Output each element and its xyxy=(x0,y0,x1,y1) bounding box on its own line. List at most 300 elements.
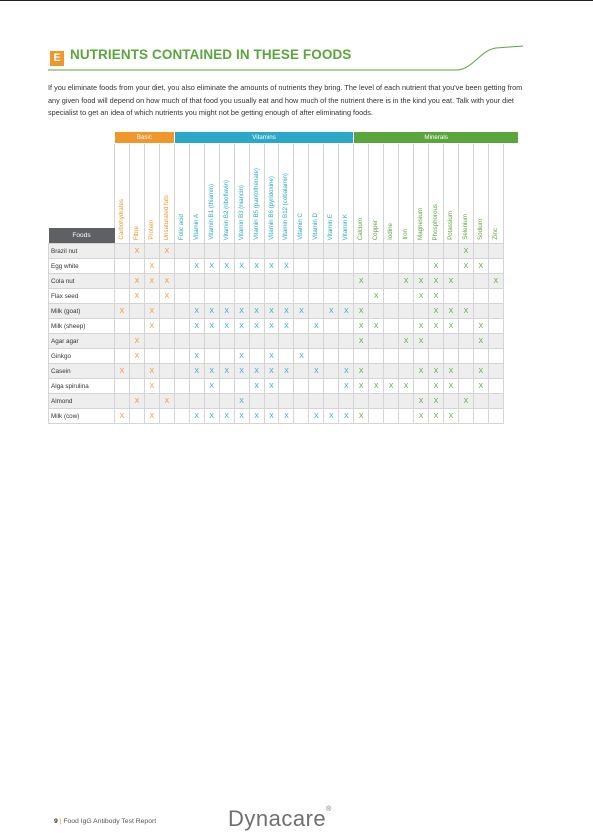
empty-cell xyxy=(384,409,399,424)
nutrient-mark: X xyxy=(264,379,279,394)
empty-cell xyxy=(488,244,503,259)
empty-cell xyxy=(174,304,189,319)
empty-cell xyxy=(488,394,503,409)
nutrient-mark: X xyxy=(129,274,144,289)
empty-cell xyxy=(129,319,144,334)
empty-cell xyxy=(174,259,189,274)
empty-cell xyxy=(384,244,399,259)
empty-cell xyxy=(144,349,159,364)
nutrient-mark: X xyxy=(234,319,249,334)
empty-cell xyxy=(249,334,264,349)
empty-cell xyxy=(264,289,279,304)
nutrient-mark: X xyxy=(399,379,414,394)
nutrient-mark: X xyxy=(279,259,294,274)
nutrient-header-zinc xyxy=(488,144,503,244)
empty-cell xyxy=(473,244,488,259)
nutrient-mark: X xyxy=(204,379,219,394)
nutrient-label: Phosphorous xyxy=(432,203,440,240)
nutrient-header-sodium xyxy=(473,144,488,244)
empty-cell xyxy=(399,319,414,334)
nutrient-mark: X xyxy=(204,409,219,424)
empty-cell xyxy=(458,409,473,424)
nutrient-header-magnesium xyxy=(414,144,429,244)
empty-cell xyxy=(384,274,399,289)
food-row-milk-goat xyxy=(49,304,519,319)
empty-cell xyxy=(324,394,339,409)
food-row-flax-seed xyxy=(49,289,519,304)
empty-cell xyxy=(294,364,309,379)
nutrient-mark: X xyxy=(339,304,354,319)
nutrient-mark: X xyxy=(234,394,249,409)
empty-cell xyxy=(488,334,503,349)
nutrient-header-vitamin-d xyxy=(309,144,324,244)
group-header-row xyxy=(49,132,519,144)
nutrient-mark: X xyxy=(443,409,458,424)
nutrient-mark: X xyxy=(144,319,159,334)
empty-cell xyxy=(339,274,354,289)
nutrient-mark: X xyxy=(369,379,384,394)
empty-cell xyxy=(219,394,234,409)
group-header-minerals: Minerals xyxy=(354,132,519,144)
empty-cell xyxy=(174,289,189,304)
empty-cell xyxy=(384,304,399,319)
empty-cell xyxy=(339,349,354,364)
nutrient-mark: X xyxy=(354,274,369,289)
foods-header-cell xyxy=(49,144,115,244)
empty-cell xyxy=(249,349,264,364)
nutrient-mark: X xyxy=(339,409,354,424)
nutrient-header-carbohydrates xyxy=(115,144,130,244)
nutrient-mark: X xyxy=(249,409,264,424)
nutrient-mark: X xyxy=(144,304,159,319)
nutrient-label: Folic acid xyxy=(177,213,185,240)
nutrient-mark: X xyxy=(129,334,144,349)
empty-cell xyxy=(369,349,384,364)
empty-cell xyxy=(249,394,264,409)
empty-cell xyxy=(174,379,189,394)
nutrient-mark: X xyxy=(429,379,444,394)
nutrient-mark: X xyxy=(219,259,234,274)
nutrient-label: Iron xyxy=(402,229,410,240)
food-name: Almond xyxy=(49,394,115,409)
foods-label: Foods xyxy=(49,228,115,243)
section-title: NUTRIENTS CONTAINED IN THESE FOODS xyxy=(70,47,352,62)
empty-cell xyxy=(399,349,414,364)
nutrient-mark: X xyxy=(264,304,279,319)
nutrient-label: Calcium xyxy=(357,217,365,240)
empty-cell xyxy=(339,334,354,349)
empty-cell xyxy=(115,349,130,364)
nutrient-mark: X xyxy=(204,304,219,319)
nutrient-mark: X xyxy=(144,259,159,274)
food-name: Milk (sheep) xyxy=(49,319,115,334)
empty-cell xyxy=(399,244,414,259)
nutrient-mark: X xyxy=(279,304,294,319)
empty-cell xyxy=(159,304,174,319)
empty-cell xyxy=(264,334,279,349)
nutrient-mark: X xyxy=(354,334,369,349)
nutrient-mark: X xyxy=(414,274,429,289)
nutrient-label: Iodine xyxy=(387,223,395,240)
nutrient-mark: X xyxy=(369,319,384,334)
food-row-ginkgo xyxy=(49,349,519,364)
empty-cell xyxy=(174,409,189,424)
nutrient-mark: X xyxy=(249,364,264,379)
empty-cell xyxy=(174,244,189,259)
section-letter-badge: E xyxy=(50,51,64,66)
empty-cell xyxy=(249,244,264,259)
nutrient-mark: X xyxy=(339,379,354,394)
empty-cell xyxy=(249,289,264,304)
food-row-casein xyxy=(49,364,519,379)
empty-cell xyxy=(354,244,369,259)
nutrient-header-copper xyxy=(369,144,384,244)
empty-cell xyxy=(294,244,309,259)
empty-cell xyxy=(399,364,414,379)
empty-cell xyxy=(429,244,444,259)
empty-cell xyxy=(204,349,219,364)
nutrient-label: Fibre xyxy=(132,225,140,240)
empty-cell xyxy=(309,394,324,409)
empty-cell xyxy=(443,334,458,349)
nutrient-mark: X xyxy=(443,379,458,394)
empty-cell xyxy=(369,244,384,259)
empty-cell xyxy=(294,394,309,409)
nutrient-header-vitamin-b6-pyridoxine xyxy=(264,144,279,244)
empty-cell xyxy=(174,349,189,364)
nutrient-header-calcium xyxy=(354,144,369,244)
empty-cell xyxy=(174,274,189,289)
empty-cell xyxy=(234,289,249,304)
nutrient-mark: X xyxy=(204,319,219,334)
footer-page-info xyxy=(54,818,156,825)
nutrient-header-vitamin-b1-thiamin xyxy=(204,144,219,244)
nutrient-mark: X xyxy=(429,394,444,409)
empty-cell xyxy=(414,259,429,274)
empty-cell xyxy=(234,334,249,349)
nutrient-header-potassium xyxy=(443,144,458,244)
empty-cell xyxy=(458,274,473,289)
empty-cell xyxy=(264,274,279,289)
nutrient-mark: X xyxy=(144,274,159,289)
empty-cell xyxy=(129,304,144,319)
empty-cell xyxy=(279,244,294,259)
empty-cell xyxy=(369,394,384,409)
nutrient-mark: X xyxy=(279,409,294,424)
empty-cell xyxy=(129,364,144,379)
empty-cell xyxy=(129,409,144,424)
empty-cell xyxy=(279,349,294,364)
empty-cell xyxy=(429,349,444,364)
nutrient-mark: X xyxy=(414,364,429,379)
empty-cell xyxy=(159,409,174,424)
nutrient-mark: X xyxy=(115,304,130,319)
nutrient-mark: X xyxy=(129,289,144,304)
nutrient-label: Sodium xyxy=(476,219,484,240)
nutrient-mark: X xyxy=(219,304,234,319)
empty-cell xyxy=(384,259,399,274)
nutrient-mark: X xyxy=(144,379,159,394)
empty-cell xyxy=(384,364,399,379)
nutrient-mark: X xyxy=(324,304,339,319)
empty-cell xyxy=(115,394,130,409)
empty-cell xyxy=(309,379,324,394)
empty-cell xyxy=(159,349,174,364)
empty-cell xyxy=(414,304,429,319)
nutrient-mark: X xyxy=(309,409,324,424)
empty-cell xyxy=(204,394,219,409)
food-rows xyxy=(49,244,519,424)
empty-cell xyxy=(159,259,174,274)
empty-cell xyxy=(309,259,324,274)
empty-cell xyxy=(309,289,324,304)
food-name: Ginkgo xyxy=(49,349,115,364)
empty-cell xyxy=(324,364,339,379)
empty-cell xyxy=(174,319,189,334)
nutrient-mark: X xyxy=(249,259,264,274)
empty-cell xyxy=(144,289,159,304)
nutrient-label: Unsaturated fats xyxy=(162,194,170,240)
nutrient-mark: X xyxy=(234,259,249,274)
nutrient-mark: X xyxy=(189,349,204,364)
nutrient-mark: X xyxy=(204,259,219,274)
food-name: Egg white xyxy=(49,259,115,274)
nutrient-mark: X xyxy=(473,319,488,334)
empty-cell xyxy=(324,334,339,349)
nutrient-mark: X xyxy=(159,274,174,289)
footer-separator: | xyxy=(59,818,62,825)
nutrient-label: Zinc xyxy=(491,228,499,240)
nutrient-mark: X xyxy=(189,364,204,379)
empty-cell xyxy=(309,274,324,289)
empty-cell xyxy=(234,379,249,394)
empty-cell xyxy=(204,289,219,304)
empty-cell xyxy=(294,259,309,274)
empty-cell xyxy=(279,394,294,409)
empty-cell xyxy=(249,274,264,289)
nutrient-mark: X xyxy=(249,319,264,334)
report-name: Food IgG Antibody Test Report xyxy=(63,818,157,825)
nutrient-mark: X xyxy=(473,379,488,394)
empty-cell xyxy=(144,394,159,409)
empty-cell xyxy=(384,334,399,349)
nutrient-mark: X xyxy=(189,409,204,424)
nutrient-mark: X xyxy=(189,259,204,274)
nutrient-mark: X xyxy=(144,409,159,424)
empty-cell xyxy=(204,274,219,289)
nutrient-mark: X xyxy=(429,364,444,379)
empty-cell xyxy=(159,379,174,394)
nutrient-mark: X xyxy=(234,304,249,319)
food-row-cola-nut xyxy=(49,274,519,289)
top-rule xyxy=(0,0,593,1)
nutrient-header-row xyxy=(49,144,519,244)
nutrient-mark: X xyxy=(204,364,219,379)
empty-cell xyxy=(488,379,503,394)
nutrient-mark: X xyxy=(264,364,279,379)
nutrient-mark: X xyxy=(414,289,429,304)
empty-cell xyxy=(443,259,458,274)
empty-cell xyxy=(443,394,458,409)
empty-cell xyxy=(189,334,204,349)
nutrient-mark: X xyxy=(189,304,204,319)
nutrient-mark: X xyxy=(369,289,384,304)
empty-cell xyxy=(219,334,234,349)
nutrient-mark: X xyxy=(309,364,324,379)
empty-cell xyxy=(204,334,219,349)
empty-cell xyxy=(488,319,503,334)
nutrient-header-protein xyxy=(144,144,159,244)
nutrient-label: Magnesium xyxy=(417,208,425,240)
empty-cell xyxy=(414,244,429,259)
nutrient-mark: X xyxy=(324,409,339,424)
nutrient-header-fibre xyxy=(129,144,144,244)
empty-cell xyxy=(189,274,204,289)
empty-cell xyxy=(324,259,339,274)
nutrient-mark: X xyxy=(115,364,130,379)
intro-paragraph: If you eliminate foods from your diet, you also eliminate the amounts of nutrients they bring. The level of each nutrient that you've been getting from any given food will depend on how much of that food you usually eat and how much of the nutrient there is in the kind you eat. Talk with your diet specialist to get an idea of which nutrients you might not be getting enough of after eliminating foods. xyxy=(48,83,523,118)
empty-cell xyxy=(339,244,354,259)
nutrient-mark: X xyxy=(443,304,458,319)
empty-cell xyxy=(369,304,384,319)
nutrient-mark: X xyxy=(129,394,144,409)
empty-cell xyxy=(234,244,249,259)
empty-cell xyxy=(488,259,503,274)
nutrient-mark: X xyxy=(473,259,488,274)
empty-cell xyxy=(115,334,130,349)
nutrient-mark: X xyxy=(458,394,473,409)
empty-cell xyxy=(115,274,130,289)
empty-cell xyxy=(115,289,130,304)
food-row-alga-spirulina xyxy=(49,379,519,394)
nutrient-mark: X xyxy=(234,349,249,364)
nutrient-header-vitamin-k xyxy=(339,144,354,244)
nutrient-mark: X xyxy=(429,274,444,289)
empty-cell xyxy=(219,379,234,394)
empty-cell xyxy=(458,364,473,379)
nutrient-label: Vitamin K xyxy=(342,213,350,240)
empty-cell xyxy=(369,274,384,289)
empty-cell xyxy=(458,349,473,364)
empty-cell xyxy=(473,289,488,304)
food-name: Brazil nut xyxy=(49,244,115,259)
empty-cell xyxy=(144,244,159,259)
nutrient-header-iron xyxy=(399,144,414,244)
nutrient-header-folic-acid xyxy=(174,144,189,244)
empty-cell xyxy=(473,274,488,289)
nutrient-mark: X xyxy=(159,394,174,409)
empty-cell xyxy=(414,379,429,394)
nutrient-header-iodine xyxy=(384,144,399,244)
nutrient-label: Vitamin B6 (pyridoxine) xyxy=(267,176,275,240)
empty-cell xyxy=(429,334,444,349)
nutrient-mark: X xyxy=(414,319,429,334)
empty-cell xyxy=(324,244,339,259)
nutrient-mark: X xyxy=(144,364,159,379)
nutrient-mark: X xyxy=(429,304,444,319)
nutrient-mark: X xyxy=(354,304,369,319)
nutrient-label: Copper xyxy=(372,219,380,240)
empty-cell xyxy=(174,334,189,349)
empty-cell xyxy=(384,394,399,409)
empty-cell xyxy=(279,289,294,304)
empty-cell xyxy=(324,319,339,334)
empty-cell xyxy=(204,244,219,259)
nutrient-mark: X xyxy=(458,244,473,259)
empty-cell xyxy=(264,244,279,259)
empty-cell xyxy=(279,334,294,349)
nutrient-mark: X xyxy=(429,409,444,424)
empty-cell xyxy=(115,259,130,274)
empty-cell xyxy=(294,289,309,304)
section-header xyxy=(48,44,523,72)
food-row-milk-sheep xyxy=(49,319,519,334)
empty-cell xyxy=(219,244,234,259)
empty-cell xyxy=(488,409,503,424)
nutrient-mark: X xyxy=(414,409,429,424)
empty-cell xyxy=(369,334,384,349)
nutrient-label: Vitamin A xyxy=(192,213,200,240)
group-header-basic: Basic xyxy=(115,132,175,144)
nutrient-mark: X xyxy=(354,319,369,334)
nutrient-header-vitamin-b5-pantothenate xyxy=(249,144,264,244)
group-header-vitamins: Vitamins xyxy=(174,132,353,144)
nutrient-mark: X xyxy=(115,409,130,424)
nutrient-mark: X xyxy=(129,349,144,364)
food-row-brazil-nut xyxy=(49,244,519,259)
food-row-egg-white xyxy=(49,259,519,274)
nutrient-mark: X xyxy=(354,379,369,394)
empty-cell xyxy=(294,334,309,349)
empty-cell xyxy=(294,274,309,289)
empty-cell xyxy=(488,364,503,379)
empty-cell xyxy=(219,274,234,289)
empty-cell xyxy=(488,349,503,364)
empty-cell xyxy=(159,364,174,379)
food-name: Alga spirulina xyxy=(49,379,115,394)
nutrient-mark: X xyxy=(189,319,204,334)
empty-cell xyxy=(488,289,503,304)
food-name: Milk (goat) xyxy=(49,304,115,319)
nutrient-mark: X xyxy=(234,409,249,424)
nutrient-header-vitamin-a xyxy=(189,144,204,244)
nutrient-label: Vitamin B1 (thiamin) xyxy=(207,184,215,240)
nutrient-label: Vitamin B3 (niancin) xyxy=(237,184,245,240)
food-row-agar-agar xyxy=(49,334,519,349)
nutrient-mark: X xyxy=(249,304,264,319)
nutrient-mark: X xyxy=(458,259,473,274)
empty-cell xyxy=(339,259,354,274)
empty-cell xyxy=(159,334,174,349)
nutrient-mark: X xyxy=(443,364,458,379)
nutrient-header-vitamin-b3-niancin xyxy=(234,144,249,244)
nutrient-mark: X xyxy=(234,364,249,379)
empty-cell xyxy=(294,319,309,334)
nutrient-mark: X xyxy=(429,259,444,274)
nutrient-label: Carbohydrates xyxy=(118,199,125,240)
empty-cell xyxy=(339,394,354,409)
nutrient-label: Vitamin B2 (riboflavin) xyxy=(222,179,230,240)
nutrient-mark: X xyxy=(458,304,473,319)
empty-cell xyxy=(115,319,130,334)
nutrient-mark: X xyxy=(279,364,294,379)
empty-cell xyxy=(189,379,204,394)
empty-cell xyxy=(324,379,339,394)
empty-cell xyxy=(294,409,309,424)
empty-cell xyxy=(264,394,279,409)
nutrient-mark: X xyxy=(264,259,279,274)
nutrient-label: Protein xyxy=(147,220,155,240)
